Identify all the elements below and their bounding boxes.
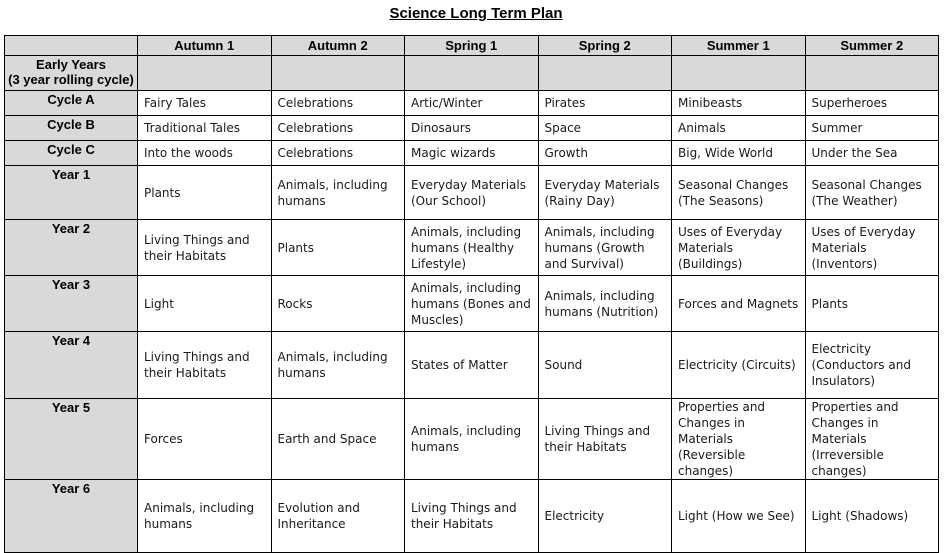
header-autumn-2: Autumn 2 xyxy=(271,36,405,56)
empty-cell xyxy=(805,56,939,91)
plan-cell: Growth xyxy=(538,141,672,166)
plan-cell: Uses of Everyday Materials (Inventors) xyxy=(805,220,939,276)
plan-cell: Animals, including humans xyxy=(271,332,405,399)
plan-cell: Celebrations xyxy=(271,116,405,141)
table-row xyxy=(5,166,939,220)
plan-cell: Evolution and Inheritance xyxy=(271,480,405,553)
plan-cell: Summer xyxy=(805,116,939,141)
row-label: Year 4 xyxy=(5,332,138,399)
plan-cell: Electricity (Conductors and Insulators) xyxy=(805,332,939,399)
plan-cell: Animals, including humans xyxy=(138,480,272,553)
row-label: Year 3 xyxy=(5,276,138,332)
plan-cell: Animals, including humans xyxy=(271,166,405,220)
plan-cell: States of Matter xyxy=(405,332,539,399)
early-years-label xyxy=(5,56,138,91)
plan-cell: Plants xyxy=(138,166,272,220)
row-label: Cycle A xyxy=(5,91,138,116)
plan-cell: Superheroes xyxy=(805,91,939,116)
header-summer-1: Summer 1 xyxy=(672,36,806,56)
header-spring-1: Spring 1 xyxy=(405,36,539,56)
header-summer-2: Summer 2 xyxy=(805,36,939,56)
plan-cell: Animals, including humans (Growth and Survival) xyxy=(538,220,672,276)
plan-cell: Earth and Space xyxy=(271,399,405,480)
empty-cell xyxy=(405,56,539,91)
table-row xyxy=(5,332,939,399)
plan-cell: Under the Sea xyxy=(805,141,939,166)
plan-cell: Living Things and their Habitats xyxy=(405,480,539,553)
plan-cell: Dinosaurs xyxy=(405,116,539,141)
header-corner xyxy=(5,36,138,56)
plan-cell: Celebrations xyxy=(271,91,405,116)
plan-cell: Magic wizards xyxy=(405,141,539,166)
plan-cell: Animals xyxy=(672,116,806,141)
row-label: Year 5 xyxy=(5,399,138,480)
plan-cell: Forces and Magnets xyxy=(672,276,806,332)
plan-cell: Artic/Winter xyxy=(405,91,539,116)
plan-cell: Animals, including humans (Healthy Lifestyle) xyxy=(405,220,539,276)
table-row xyxy=(5,276,939,332)
plan-cell: Minibeasts xyxy=(672,91,806,116)
plan-cell: Living Things and their Habitats xyxy=(138,220,272,276)
early-years-title: Early Years xyxy=(36,57,106,72)
long-term-plan-table xyxy=(4,35,939,553)
table-row xyxy=(5,116,939,141)
plan-cell: Electricity xyxy=(538,480,672,553)
plan-cell: Rocks xyxy=(271,276,405,332)
plan-cell: Sound xyxy=(538,332,672,399)
table-row xyxy=(5,141,939,166)
row-label: Year 6 xyxy=(5,480,138,553)
plan-cell: Light (How we See) xyxy=(672,480,806,553)
plan-cell: Space xyxy=(538,116,672,141)
plan-cell: Traditional Tales xyxy=(138,116,272,141)
plan-cell: Uses of Everyday Materials (Buildings) xyxy=(672,220,806,276)
plan-cell: Big, Wide World xyxy=(672,141,806,166)
row-label: Year 2 xyxy=(5,220,138,276)
plan-cell: Properties and Changes in Materials (Reversible changes) xyxy=(672,399,806,480)
plan-cell: Living Things and their Habitats xyxy=(538,399,672,480)
plan-cell: Plants xyxy=(271,220,405,276)
plan-cell: Properties and Changes in Materials (Irreversible changes) xyxy=(805,399,939,480)
row-label: Year 1 xyxy=(5,166,138,220)
header-autumn-1: Autumn 1 xyxy=(138,36,272,56)
plan-cell: Pirates xyxy=(538,91,672,116)
plan-cell: Fairy Tales xyxy=(138,91,272,116)
plan-cell: Seasonal Changes (The Seasons) xyxy=(672,166,806,220)
header-spring-2: Spring 2 xyxy=(538,36,672,56)
plan-cell: Living Things and their Habitats xyxy=(138,332,272,399)
empty-cell xyxy=(672,56,806,91)
plan-cell: Forces xyxy=(138,399,272,480)
table-row xyxy=(5,399,939,480)
plan-cell: Animals, including humans (Nutrition) xyxy=(538,276,672,332)
empty-cell xyxy=(138,56,272,91)
row-label: Cycle C xyxy=(5,141,138,166)
plan-cell: Light xyxy=(138,276,272,332)
plan-cell: Into the woods xyxy=(138,141,272,166)
plan-cell: Everyday Materials (Rainy Day) xyxy=(538,166,672,220)
empty-cell xyxy=(271,56,405,91)
plan-cell: Light (Shadows) xyxy=(805,480,939,553)
header-row xyxy=(5,36,939,56)
page-title: Science Long Term Plan xyxy=(389,5,563,22)
table-row xyxy=(5,220,939,276)
table-row xyxy=(5,91,939,116)
plan-cell: Electricity (Circuits) xyxy=(672,332,806,399)
plan-cell: Animals, including humans xyxy=(405,399,539,480)
plan-cell: Seasonal Changes (The Weather) xyxy=(805,166,939,220)
row-label: Cycle B xyxy=(5,116,138,141)
early-years-row xyxy=(5,56,939,91)
early-years-subtitle: (3 year rolling cycle) xyxy=(8,72,134,87)
plan-cell: Celebrations xyxy=(271,141,405,166)
plan-cell: Everyday Materials (Our School) xyxy=(405,166,539,220)
table-row xyxy=(5,480,939,553)
empty-cell xyxy=(538,56,672,91)
plan-cell: Animals, including humans (Bones and Muscles) xyxy=(405,276,539,332)
plan-cell: Plants xyxy=(805,276,939,332)
